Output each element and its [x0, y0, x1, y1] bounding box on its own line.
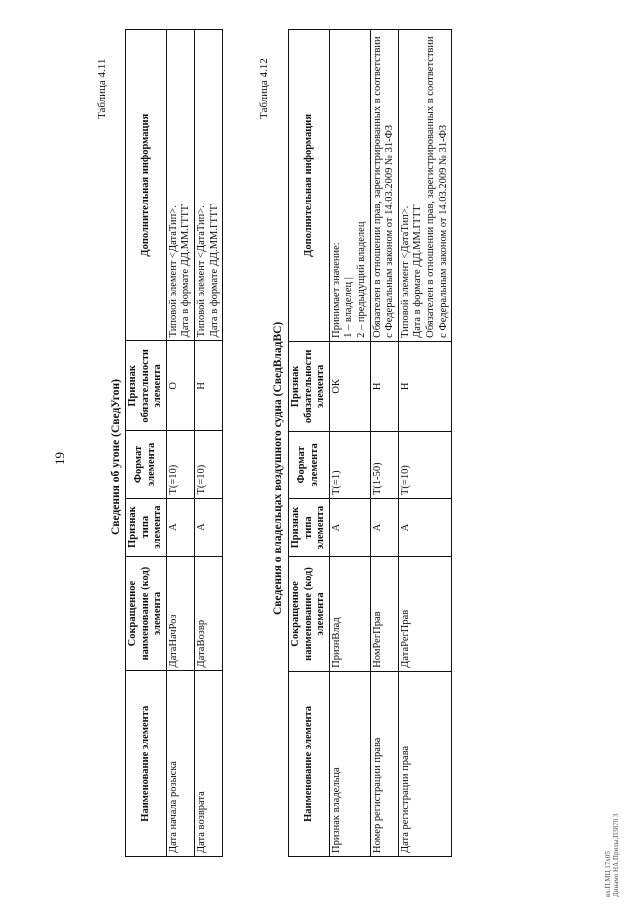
page-number: 19	[52, 452, 67, 465]
cell: T(=10)	[166, 431, 194, 498]
cell: А	[194, 498, 222, 556]
header-cell: Признак типа элемента	[126, 498, 167, 556]
cell: T(=10)	[398, 431, 451, 498]
cell: А	[370, 499, 398, 557]
table-row	[329, 30, 370, 857]
registration-stamp: вх.П.МЦ 17х05 Динамо НА.Прилы.П3870 3	[604, 813, 620, 897]
table-row	[370, 30, 398, 857]
cell: Признак владельца	[329, 671, 370, 856]
cell: T(1-50)	[370, 431, 398, 498]
cell: Типовой элемент <ДатаТип>. Дата в формате ДД.ММ.ГГГГ	[194, 30, 222, 341]
header-cell: Наименование элемента	[289, 671, 330, 856]
cell: ДатаНачРоз	[166, 556, 194, 671]
cell: T(=10)	[194, 431, 222, 498]
header-cell: Формат элемента	[289, 431, 330, 498]
table-row	[398, 30, 451, 857]
header-cell: Дополнительная информация	[126, 30, 167, 341]
cell: ДатаВозвр	[194, 556, 222, 671]
table-4-12-title: Сведения о владельцах воздушного судна (СведВладВС)	[272, 321, 284, 615]
cell: Принимает значение: 1 – владелец | 2 – предыдущий владелец	[329, 30, 370, 342]
cell: Н	[194, 341, 222, 431]
cell: НомРегПрав	[370, 557, 398, 672]
table-4-11-title: Сведения об угоне (СведУгон)	[110, 379, 122, 535]
cell: ДатаРегПрав	[398, 557, 451, 672]
header-cell: Сокращенное наименование (код) элемента	[126, 556, 167, 671]
table-row	[166, 30, 194, 857]
header-cell: Признак типа элемента	[289, 499, 330, 557]
cell: Обязателен в отношении прав, зарегистрированных в соответствии с Федеральным законом от 14.03.2009 № 31-ФЗ	[370, 30, 398, 342]
header-cell: Признак обязательности элемента	[126, 341, 167, 431]
cell: Дата возврата	[194, 671, 222, 857]
cell: ОК	[329, 341, 370, 431]
cell: Дата начала розыска	[166, 671, 194, 857]
cell: А	[398, 499, 451, 557]
header-cell: Наименование элемента	[126, 671, 167, 857]
cell: О	[166, 341, 194, 431]
header-cell: Признак обязательности элемента	[289, 341, 330, 431]
cell: Н	[370, 341, 398, 431]
cell: Типовой элемент <ДатаТип>. Дата в формате ДД.ММ.ГГГГ	[166, 30, 194, 341]
theft-info-table	[125, 29, 223, 857]
table-4-11-number: Таблица 4.11	[96, 58, 108, 119]
table-4-12-number: Таблица 4.12	[258, 58, 270, 119]
header-cell: Формат элемента	[126, 431, 167, 498]
cell: Типовой элемент <ДатаТип>. Дата в формате ДД.ММ.ГГГГ Обязателен в отношении прав, зарегистрированных в соответствии с Федеральным законом от 14.03.2009 № 31-ФЗ	[398, 30, 451, 342]
aircraft-owners-table	[288, 29, 452, 857]
cell: А	[329, 499, 370, 557]
cell: T(=1)	[329, 431, 370, 498]
cell: Н	[398, 341, 451, 431]
header-cell: Дополнительная информация	[289, 30, 330, 342]
header-cell: Сокращенное наименование (код) элемента	[289, 557, 330, 672]
cell: Номер регистрации права	[370, 671, 398, 856]
table-header-row	[289, 30, 330, 857]
cell: Дата регистрации права	[398, 671, 451, 856]
cell: А	[166, 498, 194, 556]
cell: ПризнВлад	[329, 557, 370, 672]
table-header-row	[126, 30, 167, 857]
table-row	[194, 30, 222, 857]
